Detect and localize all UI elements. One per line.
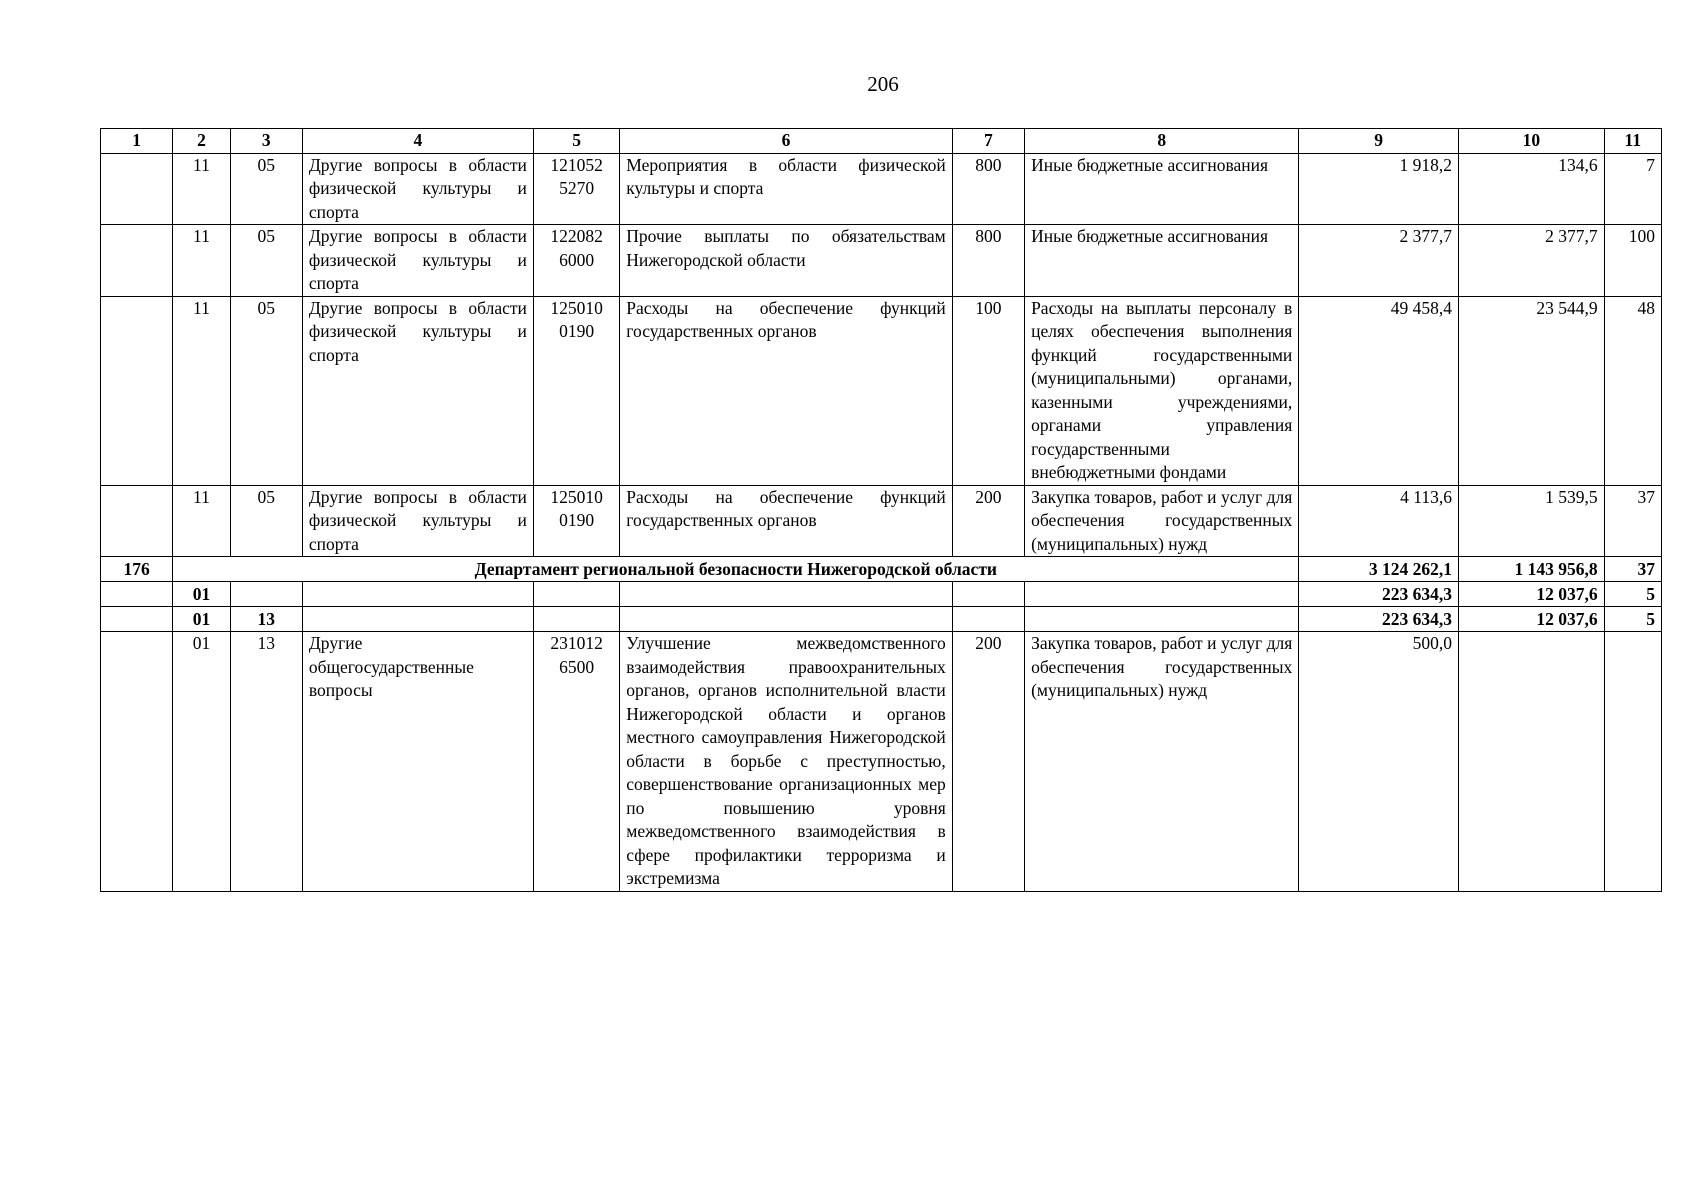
row-cell <box>101 632 173 892</box>
table-row <box>101 632 1662 892</box>
department-code: 176 <box>101 557 173 582</box>
department-percent: 37 <box>1604 557 1661 582</box>
header-cell: 4 <box>302 129 533 154</box>
row-cell <box>620 582 952 607</box>
row-cell: 11 <box>173 225 230 297</box>
row-cell <box>533 607 619 632</box>
header-cell: 2 <box>173 129 230 154</box>
header-cell: 5 <box>533 129 619 154</box>
row-cell: 100 <box>1604 225 1661 297</box>
row-cell: Расходы на обеспечение функций государственных органов <box>620 485 952 557</box>
row-cell: Иные бюджетные ассигнования <box>1025 153 1299 225</box>
row-cell <box>230 582 302 607</box>
row-cell <box>533 153 619 225</box>
header-cell: 8 <box>1025 129 1299 154</box>
header-cell: 11 <box>1604 129 1661 154</box>
row-cell <box>101 225 173 297</box>
section-total-9: 223 634,3 <box>1299 582 1459 607</box>
section-total-10: 12 037,6 <box>1459 582 1605 607</box>
row-cell <box>533 582 619 607</box>
row-cell: Другие вопросы в области физической культуры и спорта <box>302 296 533 485</box>
subsection-code: 01 <box>173 607 230 632</box>
row-cell: 37 <box>1604 485 1661 557</box>
row-cell <box>302 582 533 607</box>
row-cell: 05 <box>230 485 302 557</box>
row-cell: Мероприятия в области физической культуры и спорта <box>620 153 952 225</box>
department-total-10: 1 143 956,8 <box>1459 557 1605 582</box>
row-cell: Другие общегосударственные вопросы <box>302 632 533 892</box>
table-row <box>101 485 1662 557</box>
row-cell <box>101 153 173 225</box>
section-percent: 5 <box>1604 582 1661 607</box>
subsection-subcode: 13 <box>230 607 302 632</box>
page-number: 206 <box>867 72 899 96</box>
row-cell <box>1459 632 1605 892</box>
row-cell: Расходы на выплаты персоналу в целях обеспечения выполнения функций государственными (муниципальными) органами, казенными учреждениями, органами управления государственными внебюджетными фондами <box>1025 296 1299 485</box>
section-code: 01 <box>173 582 230 607</box>
header-row <box>101 129 1662 154</box>
row-cell: 134,6 <box>1459 153 1605 225</box>
row-cell: 800 <box>952 225 1024 297</box>
row-cell: Расходы на обеспечение функций государственных органов <box>620 296 952 485</box>
subsection-row <box>101 607 1662 632</box>
row-cell: 800 <box>952 153 1024 225</box>
row-cell <box>620 607 952 632</box>
row-cell: Другие вопросы в области физической культуры и спорта <box>302 153 533 225</box>
row-cell: 05 <box>230 153 302 225</box>
code-text: 231012 6500 <box>550 633 603 677</box>
row-cell <box>533 225 619 297</box>
row-cell: 49 458,4 <box>1299 296 1459 485</box>
header-cell: 7 <box>952 129 1024 154</box>
row-cell <box>1025 607 1299 632</box>
row-cell <box>101 607 173 632</box>
row-cell: 2 377,7 <box>1299 225 1459 297</box>
row-cell: Закупка товаров, работ и услуг для обеспечения государственных (муниципальных) нужд <box>1025 485 1299 557</box>
row-cell: 05 <box>230 225 302 297</box>
row-cell <box>1025 582 1299 607</box>
subsection-total-10: 12 037,6 <box>1459 607 1605 632</box>
row-cell: 2 377,7 <box>1459 225 1605 297</box>
row-cell <box>533 485 619 557</box>
department-row <box>101 557 1662 582</box>
section-row <box>101 582 1662 607</box>
header-cell: 3 <box>230 129 302 154</box>
code-text: 125010 0190 <box>550 297 603 341</box>
row-cell: 48 <box>1604 296 1661 485</box>
table-row <box>101 153 1662 225</box>
code-text: 125010 0190 <box>550 486 603 530</box>
row-cell: Другие вопросы в области физической культуры и спорта <box>302 485 533 557</box>
row-cell: Улучшение межведомственного взаимодействия правоохранительных органов, органов исполнительной власти Нижегородской области и органов местного самоуправления Нижегородской области в борьбе с преступностью, совершенствование организационных мер по повышению уровня межведомственного взаимодействия в сфере профилактики терроризма и экстремизма <box>620 632 952 892</box>
row-cell <box>533 632 619 892</box>
table-row <box>101 296 1662 485</box>
row-cell <box>101 485 173 557</box>
row-cell: 11 <box>173 485 230 557</box>
row-cell <box>533 296 619 485</box>
header-cell: 10 <box>1459 129 1605 154</box>
row-cell <box>302 607 533 632</box>
row-cell <box>1604 632 1661 892</box>
row-cell <box>952 607 1024 632</box>
subsection-total-9: 223 634,3 <box>1299 607 1459 632</box>
row-cell: 11 <box>173 296 230 485</box>
row-cell: 1 539,5 <box>1459 485 1605 557</box>
code-text: 122082 6000 <box>550 226 603 270</box>
row-cell <box>952 582 1024 607</box>
table-row <box>101 225 1662 297</box>
row-cell: 01 <box>173 632 230 892</box>
row-cell <box>101 582 173 607</box>
row-cell: 13 <box>230 632 302 892</box>
row-cell: 200 <box>952 485 1024 557</box>
row-cell <box>101 296 173 485</box>
row-cell: Закупка товаров, работ и услуг для обеспечения государственных (муниципальных) нужд <box>1025 632 1299 892</box>
row-cell: 4 113,6 <box>1299 485 1459 557</box>
row-cell: Другие вопросы в области физической культуры и спорта <box>302 225 533 297</box>
row-cell: Иные бюджетные ассигнования <box>1025 225 1299 297</box>
row-cell: Прочие выплаты по обязательствам Нижегородской области <box>620 225 952 297</box>
budget-table <box>100 128 1662 892</box>
row-cell: 23 544,9 <box>1459 296 1605 485</box>
row-cell: 11 <box>173 153 230 225</box>
row-cell: 05 <box>230 296 302 485</box>
department-name: Департамент региональной безопасности Нижегородской области <box>173 557 1299 582</box>
row-cell: 200 <box>952 632 1024 892</box>
header-cell: 9 <box>1299 129 1459 154</box>
row-cell: 1 918,2 <box>1299 153 1459 225</box>
code-text: 121052 5270 <box>550 154 603 198</box>
header-cell: 1 <box>101 129 173 154</box>
department-total-9: 3 124 262,1 <box>1299 557 1459 582</box>
subsection-percent: 5 <box>1604 607 1661 632</box>
row-cell: 7 <box>1604 153 1661 225</box>
header-cell: 6 <box>620 129 952 154</box>
row-cell: 100 <box>952 296 1024 485</box>
row-cell: 500,0 <box>1299 632 1459 892</box>
